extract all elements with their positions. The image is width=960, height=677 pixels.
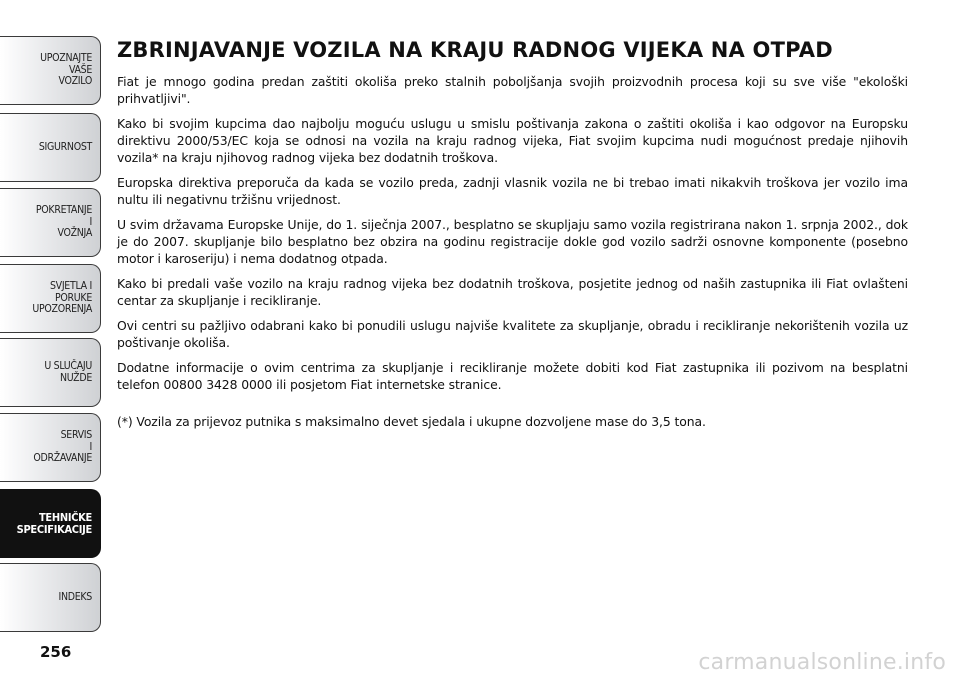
tab-svjetla-i-poruke-upozorenja[interactable] [0, 264, 101, 333]
tab-sigurnost[interactable] [0, 113, 101, 182]
paragraph: Ovi centri su pažljivo odabrani kako bi ponudili uslugu najviše kvalitete za skupljanje, obradu i recikliranje nekorištenih vozila uz poštivanje okoliša. [117, 318, 908, 350]
tab-label: SVJETLA I PORUKE UPOZORENJA [32, 280, 92, 316]
paragraph: Kako bi predali vaše vozilo na kraju radnog vijeka bez dodatnih troškova, posjetite jednog od naših zastupnika ili Fiat ovlašteni centar za skupljanje i recikliranje. [117, 276, 908, 308]
tab-label: POKRETANJE I VOŽNJA [35, 204, 92, 240]
tab-upoznajte-vase-vozilo[interactable] [0, 36, 101, 105]
paragraph: Kako bi svojim kupcima dao najbolju moguću uslugu u smislu poštivanja zakona o zaštiti okoliša i kao odgovor na Europsku direktivu 2000/53/EC koja se odnosi na vozila na kraju radnog vijeka, Fiat svojim kupcima nudi mogućnost predaje njihovih vozila* na kraju njihovog radnog vijeka bez dodatnih troškova. [117, 116, 908, 165]
paragraph: Europska direktiva preporuča da kada se vozilo preda, zadnji vlasnik vozila ne bi trebao imati nikakvih troškova jer vozilo ima nultu ili negativnu tržišnu vrijednost. [117, 175, 908, 207]
paragraph: U svim državama Europske Unije, do 1. siječnja 2007., besplatno se skupljaju samo vozila registrirana nakon 1. srpnja 2002., dok je do 2007. skupljanje bilo besplatno bez obzira na godinu registracije dokle god vozilo sadrži osnovne komponente (posebno motor i karoseriju) i nema dodatnog otpada. [117, 217, 908, 266]
tab-pokretanje-i-voznja[interactable] [0, 188, 101, 257]
page-number: 256 [40, 643, 72, 661]
tab-label: UPOZNAJTE VAŠE VOZILO [40, 52, 92, 88]
tab-label: TEHNIČKE SPECIFIKACIJE [16, 511, 92, 536]
tab-label: SIGURNOST [38, 140, 92, 153]
tab-u-slucaju-nuzde[interactable] [0, 338, 101, 407]
watermark: carmanualsonline.info [698, 650, 946, 675]
tab-label: INDEKS [58, 590, 92, 603]
tab-label: U SLUČAJU NUŽDE [44, 360, 92, 384]
tab-tehnicke-specifikacije[interactable] [0, 489, 101, 558]
tab-label: SERVIS I ODRŽAVANJE [33, 429, 92, 465]
page-title: ZBRINJAVANJE VOZILA NA KRAJU RADNOG VIJEKA NA OTPAD [117, 38, 833, 62]
tab-indeks[interactable] [0, 563, 101, 632]
paragraph: Dodatne informacije o ovim centrima za skupljanje i recikliranje možete dobiti kod Fiat zastupnika ili pozivom na besplatni telefon 00800 3428 0000 ili posjetom Fiat internetske stranice. [117, 360, 908, 392]
footnote: (*) Vozila za prijevoz putnika s maksimalno devet sjedala i ukupne dozvoljene mase do 3,5 tona. [117, 414, 706, 429]
paragraph: Fiat je mnogo godina predan zaštiti okoliša preko stalnih poboljšanja svojih proizvodnih procesa koji su sve više "ekološki prihvatljivi". [117, 74, 908, 106]
page-content [117, 36, 908, 438]
tab-servis-i-odrzavanje[interactable] [0, 413, 101, 482]
